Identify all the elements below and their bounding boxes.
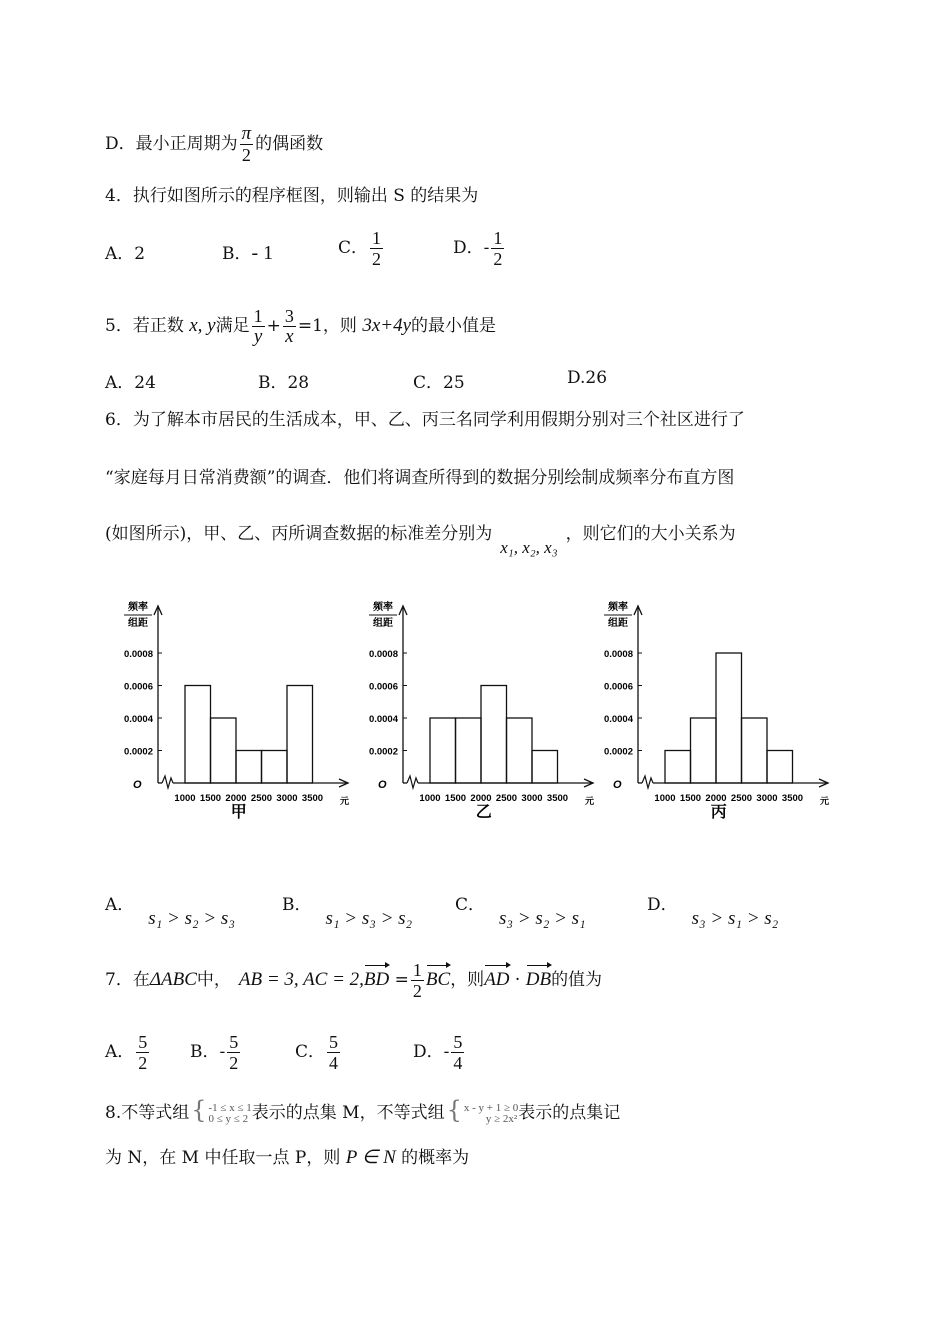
histogram-bar <box>262 751 288 784</box>
x-tick-label: 1500 <box>679 793 702 804</box>
q6-line-3: (如图所示)，甲、乙、丙所调查数据的标准差分别为x₁, x₂, x₃，则它们的大小关系为 <box>105 524 736 557</box>
q3-option-d <box>105 124 323 165</box>
q7-option-a: A． $\frac{5}{2}$ <box>105 1032 148 1073</box>
x-tick-label: 1000 <box>654 793 676 804</box>
y-tick-label: 0.0008 <box>123 649 153 660</box>
y-label-top: 频率 <box>608 602 628 613</box>
q6-option-b: B．s₁ > s₃ > s₂ <box>282 895 413 929</box>
axis-break <box>407 776 418 788</box>
q5-option-c: C．25 <box>413 373 465 393</box>
x-tick-label: 3000 <box>756 793 778 804</box>
chart-name: 甲 <box>230 804 247 821</box>
q4-stem: 4．执行如图所示的程序框图，则输出 S 的结果为 <box>105 186 479 206</box>
pi-over-2-fraction: $\frac{\pi}{2}$ <box>241 123 252 165</box>
y-tick-label: 0.0006 <box>603 681 633 693</box>
q6-line-1: 6．为了解本市居民的生活成本，甲、乙、丙三名同学利用假期分别对三个社区进行了 <box>105 410 745 430</box>
histogram-bar <box>691 718 717 783</box>
histogram-bar <box>532 751 558 784</box>
q7-option-c: C． $\frac{5}{4}$ <box>295 1032 339 1073</box>
y-label-bottom: 组距 <box>608 618 628 629</box>
x-tick-label: 2000 <box>705 793 727 804</box>
x-tick-label: 1000 <box>174 793 196 804</box>
q6-line-2: “家庭每月日常消费额”的调查．他们将调查所得到的数据分别绘制成频率分布直方图 <box>105 468 735 488</box>
q3-d-prefix: D．最小正周期为 <box>105 134 238 154</box>
inequality-system-m: -1 ≤ x ≤ 1 0 ≤ y ≤ 2 <box>208 1101 252 1125</box>
origin-label: O <box>613 779 622 791</box>
x-tick-label: 3000 <box>276 793 298 804</box>
y-tick-label: 0.0008 <box>368 649 398 660</box>
x-tick-label: 2500 <box>250 793 273 804</box>
chart-name: 丙 <box>710 804 727 821</box>
x-unit-label: 元 <box>820 796 830 806</box>
q4-option-a: A．2 <box>105 244 146 264</box>
x-unit-label: 元 <box>585 796 595 806</box>
y-tick-label: 0.0002 <box>603 746 633 758</box>
q7-stem: 7．在ΔABC中， AB = 3, AC = 2,BD = $\frac{1}{2}$ BC，则AD · DB的值为 <box>105 960 603 1001</box>
x-tick-label: 1500 <box>199 793 222 804</box>
x-unit-label: 元 <box>340 796 350 806</box>
q4-option-c: C． $\frac{1}{2}$ <box>338 228 382 269</box>
histogram-bar <box>185 686 211 784</box>
q5-option-d: D.26 <box>567 368 608 388</box>
x-tick-label: 2500 <box>495 793 518 804</box>
histogram-bar <box>665 751 691 784</box>
chart-name: 乙 <box>475 804 492 821</box>
q5-option-a: A．24 <box>105 373 156 393</box>
q5-option-b: B．28 <box>258 373 310 393</box>
histogram-bar <box>456 718 482 783</box>
histogram-jia <box>110 598 355 823</box>
q6-option-d: D．s₃ > s₁ > s₂ <box>647 895 779 929</box>
histogram-bar <box>716 653 742 783</box>
y-tick-label: 0.0006 <box>368 681 398 693</box>
q8-line-2: 为 N，在 M 中任取一点 P，则 P ∈ N 的概率为 <box>105 1147 470 1168</box>
y-tick-label: 0.0008 <box>603 649 633 660</box>
origin-label: O <box>133 779 142 791</box>
q3-d-suffix: 的偶函数 <box>255 134 324 154</box>
x-tick-label: 2000 <box>470 793 492 804</box>
y-tick-label: 0.0002 <box>123 746 153 758</box>
q6-option-c: C．s₃ > s₂ > s₁ <box>455 895 586 929</box>
y-label-top: 频率 <box>128 602 148 613</box>
x-tick-label: 2000 <box>225 793 247 804</box>
y-label-bottom: 组距 <box>128 618 148 629</box>
x-tick-label: 3500 <box>546 793 569 804</box>
histogram-bar <box>236 751 262 784</box>
y-label-bottom: 组距 <box>373 618 393 629</box>
histogram-bar <box>287 686 313 784</box>
x-tick-label: 3000 <box>521 793 543 804</box>
y-label-top: 频率 <box>373 602 393 613</box>
q6-option-a: A．s₁ > s₂ > s₃ <box>105 895 235 929</box>
axis-break <box>642 776 653 788</box>
x-tick-label: 3500 <box>301 793 324 804</box>
y-tick-label: 0.0004 <box>123 714 153 725</box>
histogram-bar <box>767 751 793 784</box>
histogram-bar <box>507 718 533 783</box>
x-tick-label: 3500 <box>781 793 804 804</box>
y-tick-label: 0.0004 <box>603 714 633 725</box>
x-tick-label: 2500 <box>730 793 753 804</box>
histogram-bar <box>742 718 768 783</box>
histogram-yi <box>355 598 600 823</box>
histogram-bing <box>590 598 840 823</box>
y-tick-label: 0.0004 <box>368 714 398 725</box>
histogram-bar <box>211 718 237 783</box>
q7-option-d: D．- $\frac{5}{4}$ <box>413 1032 463 1073</box>
q8-line-1: 8.不等式组{ -1 ≤ x ≤ 1 0 ≤ y ≤ 2 表示的点集 M，不等式组{ x - y + 1 ≥ 0 y ≥ 2x² 表示的点集记 <box>105 1096 621 1125</box>
x-tick-label: 1500 <box>444 793 467 804</box>
histogram-bar <box>430 718 456 783</box>
axis-break <box>162 776 173 788</box>
q7-option-b: B．- $\frac{5}{2}$ <box>190 1032 239 1073</box>
q4-option-d: D．- $\frac{1}{2}$ <box>453 228 503 269</box>
y-tick-label: 0.0002 <box>368 746 398 758</box>
q5-stem: 5．若正数 x, y满足 $\frac{1}{y}$ + $\frac{3}{x}$ =1，则 3x+4y的最小值是 <box>105 306 497 347</box>
q4-option-b: B．- 1 <box>222 242 274 264</box>
y-tick-label: 0.0006 <box>123 681 153 693</box>
x-tick-label: 1000 <box>419 793 441 804</box>
histogram-bar <box>481 686 507 784</box>
origin-label: O <box>378 779 387 791</box>
inequality-system-n: x - y + 1 ≥ 0 y ≥ 2x² <box>463 1101 519 1125</box>
